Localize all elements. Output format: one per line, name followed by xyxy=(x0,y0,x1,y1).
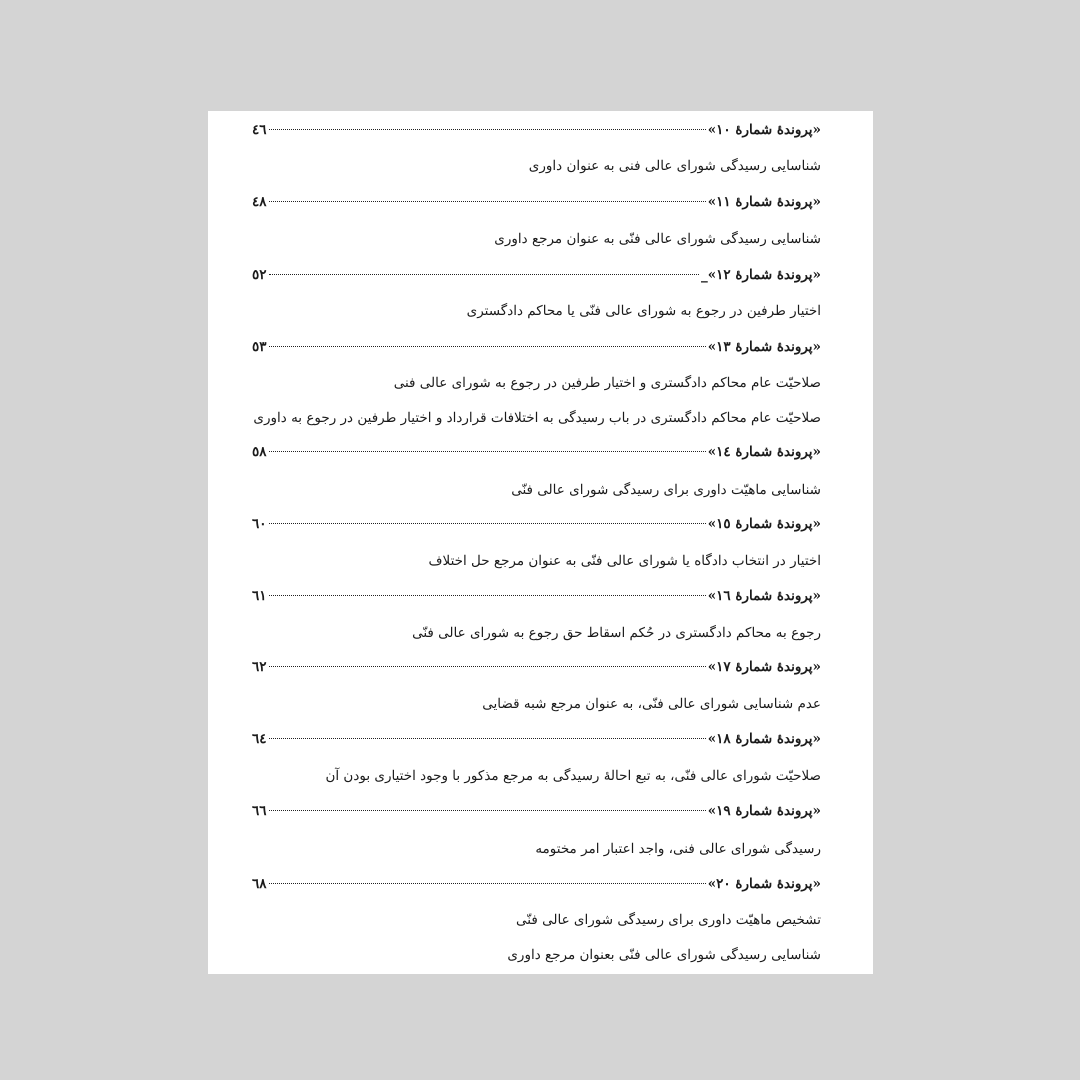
toc-subtitle: شناسایی رسیدگی شورای عالی فنی به عنوان داوری xyxy=(528,158,821,174)
toc-entry-case-14[interactable] xyxy=(252,439,821,465)
toc-leader-dots xyxy=(269,522,706,524)
toc-page-number: ٦٨ xyxy=(252,876,267,892)
toc-entry-case-19[interactable] xyxy=(252,798,821,824)
toc-entry-case-18[interactable] xyxy=(252,726,821,752)
toc-leader-dots xyxy=(269,450,706,452)
toc-entry-title: «پروندهٔ شمارهٔ ١٨» xyxy=(707,731,821,747)
toc-entry-case-13[interactable] xyxy=(252,334,821,360)
toc-entry-title: «پروندهٔ شمارهٔ ١١» xyxy=(707,194,821,210)
toc-entry-case-16[interactable] xyxy=(252,583,821,609)
toc-subtitle: اختیار در انتخاب دادگاه یا شورای عالی فنّی به عنوان مرجع حل اختلاف xyxy=(428,553,821,569)
toc-subtitle: عدم شناسایی شورای عالی فنّی، به عنوان مرجع شبه قضایی xyxy=(482,696,821,712)
toc-subtitle: اختیار طرفین در رجوع به شورای عالی فنّی یا محاکم دادگستری xyxy=(466,303,821,319)
toc-entry-title: «پروندهٔ شمارهٔ ١٠» xyxy=(707,122,821,138)
toc-leader-dots xyxy=(269,200,706,202)
toc-page-number: ٤٦ xyxy=(252,122,267,138)
toc-entry-title: «پروندهٔ شمارهٔ ١٣» xyxy=(707,339,821,355)
toc-page-number: ٦١ xyxy=(252,588,267,604)
toc-subtitle: صلاحیّت شورای عالی فنّی، به تبع احالهٔ رسیدگی به مرجع مذکور با وجود اختیاری بودن آن xyxy=(325,768,821,784)
toc-subtitle: رجوع به محاکم دادگستری در حُکم اسقاط حق رجوع به شورای عالی فنّی xyxy=(412,625,821,641)
toc-page-number: ٦٤ xyxy=(252,731,267,747)
toc-entry-title: «پروندهٔ شمارهٔ ١٩» xyxy=(707,803,821,819)
toc-leader-dots xyxy=(269,273,699,275)
toc-leader-dots xyxy=(269,809,706,811)
toc-subtitle: صلاحیّت عام محاکم دادگستری در باب رسیدگی به اختلافات قرارداد و اختیار طرفین در رجوع به داوری xyxy=(253,410,821,426)
document-page xyxy=(208,111,873,974)
toc-entry-title: «پروندهٔ شمارهٔ ١٧» xyxy=(707,659,821,675)
toc-entry-case-15[interactable] xyxy=(252,511,821,537)
toc-entry-case-17[interactable] xyxy=(252,654,821,680)
toc-leader-dots xyxy=(269,737,706,739)
toc-entry-title: «پروندهٔ شمارهٔ ١٦» xyxy=(707,588,821,604)
toc-subtitle: شناسایی رسیدگی شورای عالی فنّی به عنوان مرجع داوری xyxy=(494,231,821,247)
toc-leader-dots xyxy=(269,345,706,347)
toc-page-number: ٥٨ xyxy=(252,444,267,460)
toc-entry-title: «پروندهٔ شمارهٔ ٢٠» xyxy=(707,876,821,892)
toc-page-number: ٦٠ xyxy=(252,516,267,532)
toc-leader-dots xyxy=(269,665,706,667)
toc-entry-case-12[interactable] xyxy=(252,262,821,288)
toc-entry-title: «پروندهٔ شمارهٔ ١٥» xyxy=(707,516,821,532)
toc-leader-dots xyxy=(269,882,706,884)
toc-entry-case-10[interactable] xyxy=(252,117,821,143)
toc-entry-title: «پروندهٔ شمارهٔ ١٤» xyxy=(707,444,821,460)
toc-subtitle: صلاحیّت عام محاکم دادگستری و اختیار طرفین در رجوع به شورای عالی فنی xyxy=(393,375,821,391)
toc-leader-dots xyxy=(269,128,706,130)
toc-page-number: ٤٨ xyxy=(252,194,267,210)
toc-entry-case-20[interactable] xyxy=(252,871,821,897)
toc-subtitle: تشخیص ماهیّت داوری برای رسیدگی شورای عالی فنّی xyxy=(516,912,821,928)
toc-entry-case-11[interactable] xyxy=(252,189,821,215)
toc-page-number: ٥٢ xyxy=(252,267,267,283)
toc-subtitle: شناسایی رسیدگی شورای عالی فنّی بعنوان مرجع داوری xyxy=(507,947,821,963)
toc-entry-title: «پروندهٔ شمارهٔ ١٢»_ xyxy=(700,267,821,283)
toc-subtitle: شناسایی ماهیّت داوری برای رسیدگی شورای عالی فنّی xyxy=(511,482,821,498)
toc-page-number: ٦٦ xyxy=(252,803,267,819)
toc-page-number: ٦٢ xyxy=(252,659,267,675)
toc-subtitle: رسیدگی شورای عالی فنی، واجد اعتبار امر مختومه xyxy=(535,841,821,857)
toc-page-number: ٥٣ xyxy=(252,339,267,355)
toc-leader-dots xyxy=(269,594,706,596)
